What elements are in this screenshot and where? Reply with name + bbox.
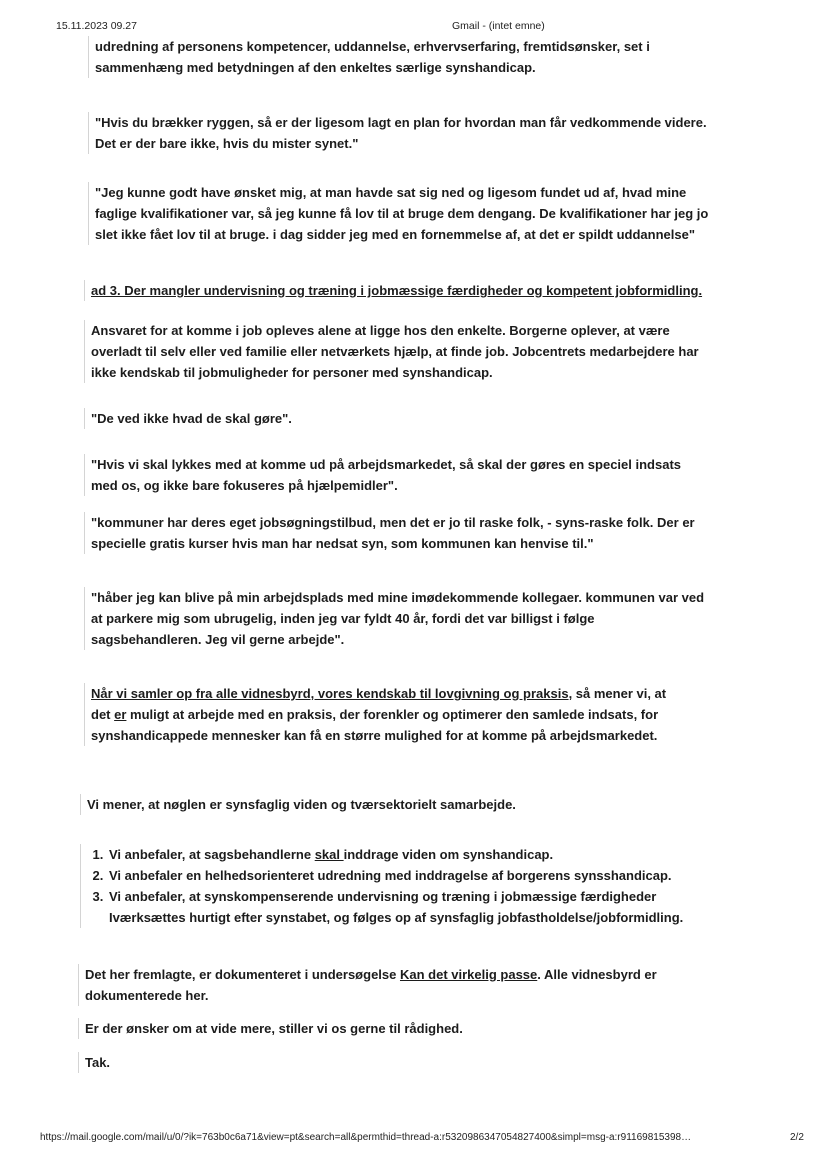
text-line: med os, og ikke bare fokuseres på hjælpemidler". [91, 478, 398, 493]
text-span: det [91, 707, 115, 722]
text-line: sagsbehandleren. Jeg vil gerne arbejde". [91, 632, 345, 647]
page-number: 2/2 [790, 1132, 804, 1143]
text-line: "Hvis du brækker ryggen, så er der ligesom lagt en plan for hvordan man får vedkommende videre. [95, 115, 707, 130]
text-line: ikke kendskab til jobmuligheder for personer med synshandicap. [91, 365, 493, 380]
text-line [91, 704, 666, 725]
text-line: Tak. [85, 1055, 111, 1070]
print-datetime: 15.11.2023 09.27 [56, 20, 137, 32]
recommendation-list [87, 844, 683, 928]
text-line: faglige kvalifikationer var, så jeg kunne få lov til at bruge dem dengang. De kvalifikationer har jeg jo [95, 206, 709, 221]
underlined-text: er [114, 707, 127, 722]
section-heading-3 [84, 280, 702, 301]
text-line: udredning af personens kompetencer, uddannelse, erhvervserfaring, fremtidsønsker, set i [95, 39, 650, 54]
text-line: "håber jeg kan blive på min arbejdsplads med mine imødekommende kollegaer. kommunen var ved [91, 590, 705, 605]
text-line: Ansvaret for at komme i job opleves alene at ligge hos den enkelte. Borgerne oplever, at være [91, 323, 670, 338]
text-line: slet ikke fået lov til at bruge. i dag sidder jeg med en fornemmelse af, at det er spildt uddannelse" [95, 227, 695, 242]
quote-back-injury [88, 112, 707, 154]
recommendation-item [107, 844, 683, 865]
print-url: https://mail.google.com/mail/u/0/?ik=763b0c6a71&view=pt&search=all&permthid=thread-a:r5320986347054827400&simpl=msg-a:r91169815398… [40, 1132, 692, 1143]
text-line: "kommuner har deres eget jobsøgningstilbud, men det er jo til raske folk, - syns-raske folk. Der er [91, 515, 695, 530]
text-line: Vi mener, at nøglen er synsfaglig viden og tværsektorielt samarbejde. [87, 797, 516, 812]
heading-text: ad 3. Der mangler undervisning og træning i jobmæssige færdigheder og kompetent jobformidling. [91, 283, 703, 298]
underlined-text: Når vi samler op fra alle vidnesbyrd, vores kendskab til lovgivning og praksis [91, 686, 569, 701]
underlined-text: Kan det virkelig passe [399, 967, 538, 982]
quote-job-offers [84, 512, 695, 554]
text-line: "De ved ikke hvad de skal gøre". [91, 411, 292, 426]
text-span: Vi anbefaler, at sagsbehandlerne [109, 847, 315, 862]
paragraph-contact [78, 1018, 463, 1039]
text-line [85, 964, 657, 985]
quote-qualifications [88, 182, 708, 245]
recommendations [80, 844, 683, 928]
text-line: Er der ønsker om at vide mere, stiller vi os gerne til rådighed. [85, 1021, 463, 1036]
text-span: . Alle vidnesbyrd er [537, 967, 657, 982]
text-line: synshandicappede mennesker kan få en større mulighed for at komme på arbejdsmarkedet. [91, 728, 658, 743]
text-span: Det her fremlagte, er dokumenteret i undersøgelse [85, 967, 400, 982]
paragraph-documented [78, 964, 657, 1006]
text-line: specielle gratis kurser hvis man har nedsat syn, som kommunen kan henvise til." [91, 536, 594, 551]
text-line: dokumenterede her. [85, 988, 209, 1003]
recommendation-item [107, 886, 683, 928]
paragraph-key [80, 794, 516, 815]
quote-special-effort [84, 454, 681, 496]
quote-workplace [84, 587, 704, 650]
text-span: , så mener vi, at [568, 686, 667, 701]
text-line: at parkere mig som ubrugelig, inden jeg var fyldt 40 år, fordi det var billigst i følge [91, 611, 595, 626]
text-line: sammenhæng med betydningen af den enkeltes særlige synshandicap. [95, 60, 536, 75]
paragraph-responsibility [84, 320, 699, 383]
text-line: overladt til selv eller ved familie eller netværkets hjælp, at finde job. Jobcentrets medarbejdere har [91, 344, 699, 359]
text-line [91, 683, 666, 704]
quote-dont-know [84, 408, 292, 429]
text-line: "Jeg kunne godt have ønsket mig, at man havde sat sig ned og ligesom fundet ud af, hvad mine [95, 185, 687, 200]
paragraph-assessment [88, 36, 650, 78]
text-span: muligt at arbejde med en praksis, der forenkler og optimerer den samlede indsats, for [126, 707, 659, 722]
recommendation-item: 2. Vi anbefaler en helhedsorienteret udredning med inddragelse af borgerens synsshandicap. [107, 865, 683, 886]
paragraph-conclusion [84, 683, 666, 746]
paragraph-thanks [78, 1052, 110, 1073]
text-span: Vi anbefaler, at synskompenserende undervisning og træning i jobmæssige færdigheder [109, 889, 657, 904]
text-line: Det er der bare ikke, hvis du mister synet." [95, 136, 359, 151]
text-line: "Hvis vi skal lykkes med at komme ud på arbejdsmarkedet, så skal der gøres en speciel indsats [91, 457, 682, 472]
text-span: inddrage viden om synshandicap. [343, 847, 554, 862]
text-span: Iværksættes hurtigt efter synstabet, og følges op af synsfaglig jobfastholdelse/jobformidling. [109, 910, 684, 925]
print-title: Gmail - (intet emne) [452, 20, 545, 32]
underlined-text: skal [314, 847, 344, 862]
